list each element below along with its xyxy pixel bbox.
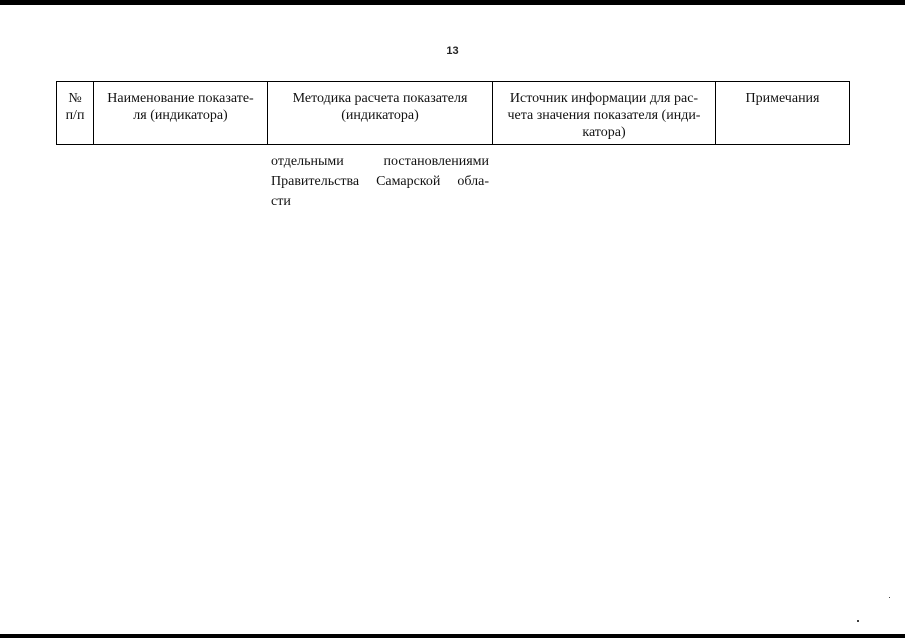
continuation-line-1 bbox=[271, 152, 489, 172]
scan-speck bbox=[889, 597, 890, 598]
header-number-label: № п/п bbox=[65, 91, 85, 123]
header-cell-number bbox=[57, 82, 94, 144]
header-indicator-name-label: Наименование показате- ля (индикатора) bbox=[107, 91, 254, 123]
header-cell-indicator-name bbox=[94, 82, 268, 144]
header-cell-notes bbox=[716, 82, 849, 144]
bottom-edge-rule bbox=[0, 634, 905, 638]
header-notes-label: Примечания bbox=[745, 91, 820, 106]
header-cell-information-source bbox=[493, 82, 716, 144]
header-cell-calculation-method bbox=[268, 82, 493, 144]
continuation-word: Самарской bbox=[376, 174, 441, 189]
header-information-source-label: Источник информации для рас- чета значения показателя (инди- катора) bbox=[507, 91, 701, 140]
indicator-table-header bbox=[56, 81, 850, 145]
continuation-word: постановлениями bbox=[383, 154, 489, 169]
top-edge-rule bbox=[0, 0, 905, 5]
page-number: 13 bbox=[446, 45, 459, 57]
scan-speck bbox=[857, 620, 859, 622]
continuation-line-3: сти bbox=[271, 194, 291, 209]
continuation-word: обла- bbox=[457, 174, 489, 189]
calculation-method-continuation bbox=[271, 152, 489, 212]
header-calculation-method-label: Методика расчета показателя (индикатора) bbox=[292, 91, 468, 123]
continuation-line-2 bbox=[271, 172, 489, 192]
continuation-word: Правительства bbox=[271, 174, 360, 189]
continuation-word: отдельными bbox=[271, 154, 344, 169]
